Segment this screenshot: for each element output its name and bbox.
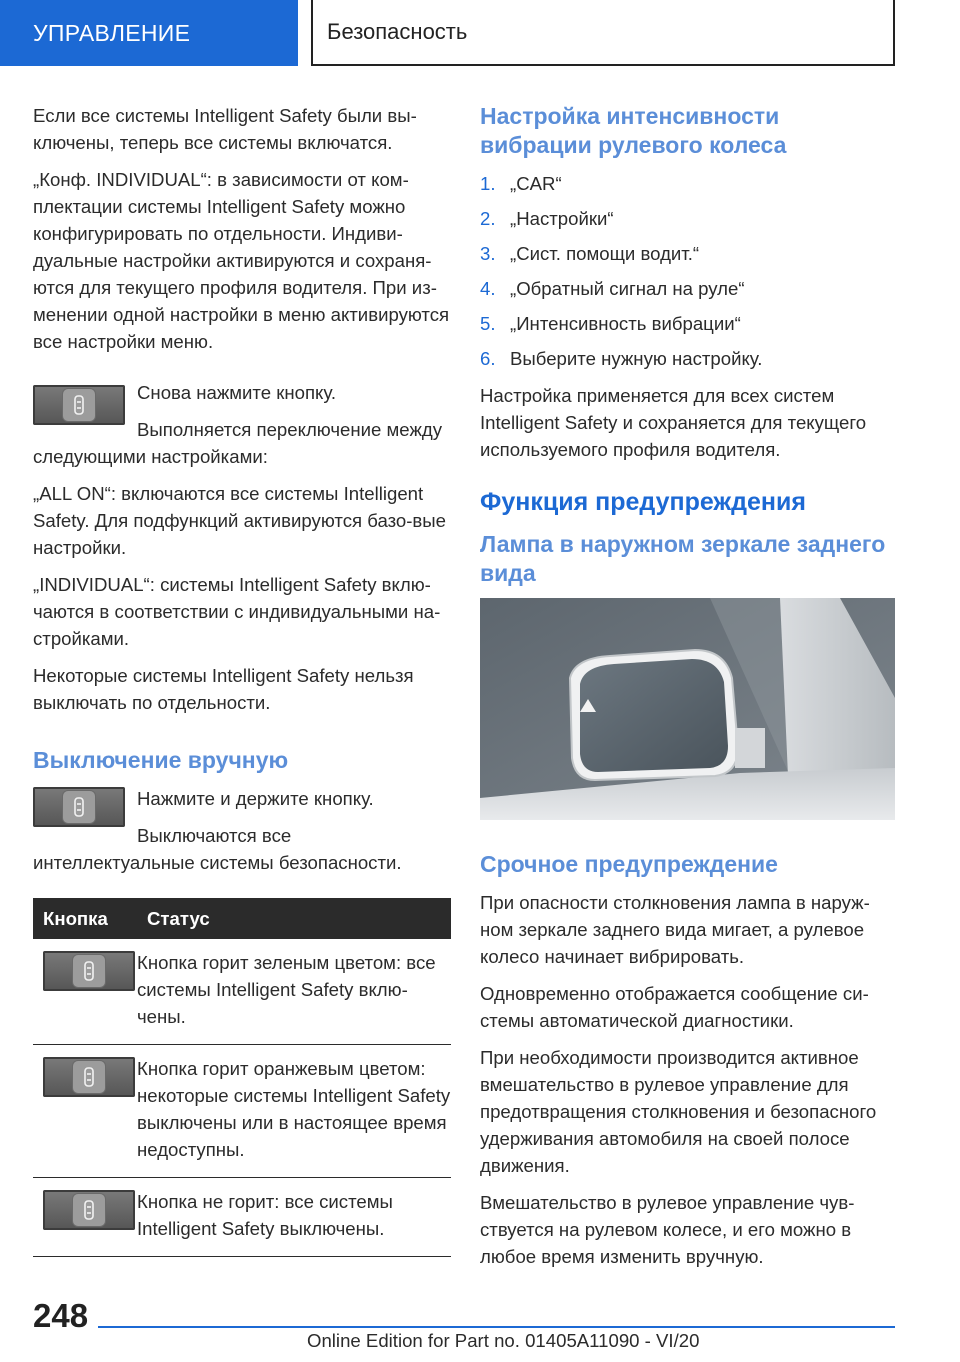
right-column — [480, 102, 895, 1280]
chapter-tab: УПРАВЛЕНИЕ — [0, 0, 298, 66]
safety-button-icon — [43, 951, 135, 991]
table-cell: Кнопка горит оранжевым цветом: некоторые системы Intelligent Safety выключены или в настоящее время недоступны. — [137, 1045, 451, 1178]
table-header-status: Статус — [137, 898, 451, 939]
paragraph: „INDIVIDUAL“: системы Intelligent Safety вклю-чаются в соответствии с индивидуальными на-стройками. — [33, 574, 441, 649]
heading-manual-off: Выключение вручную — [33, 747, 289, 773]
footer-edition: Online Edition for Part no. 01405A11090 - VI/20 — [307, 1330, 700, 1351]
safety-button-icon — [33, 787, 125, 827]
table-cell: Кнопка не горит: все системы Intelligent Safety выключены. — [137, 1178, 451, 1257]
heading-warning-function: Функция предупреждения — [480, 488, 806, 516]
list-item: 3. „Сист. помощи водит.“ — [480, 243, 700, 264]
safety-button-icon — [33, 385, 125, 425]
paragraph: Выполняется переключение между следующими настройками: — [33, 419, 443, 467]
table-row — [33, 939, 451, 1045]
list-item: 1. „CAR“ — [480, 173, 562, 194]
paragraph: Вмешательство в рулевое управление чув-ствуется на рулевом колесе, и его можно в любое время изменить вручную. — [480, 1192, 855, 1267]
section-title: Безопасность — [311, 0, 895, 66]
steps-list — [480, 170, 895, 372]
instruction-text: Нажмите и держите кнопку. — [137, 788, 374, 809]
list-item: 4. „Обратный сигнал на руле“ — [480, 278, 745, 299]
table-row — [33, 1178, 451, 1257]
safety-button-icon — [43, 1057, 135, 1097]
footer-divider — [98, 1326, 895, 1328]
page-number: 248 — [33, 1297, 89, 1334]
left-column — [33, 102, 451, 1257]
paragraph: Некоторые системы Intelligent Safety нельзя выключать по отдельности. — [33, 665, 414, 713]
list-item: 5. „Интенсивность вибрации“ — [480, 313, 741, 334]
instruction-text: Снова нажмите кнопку. — [137, 382, 337, 403]
list-item: 6. Выберите нужную настройку. — [480, 348, 763, 369]
mirror-photo — [480, 598, 895, 820]
paragraph: При опасности столкновения лампа в наруж-ном зеркале заднего вида мигает, а рулевое колесо начинает вибрировать. — [480, 892, 870, 967]
table-header-button: Кнопка — [33, 898, 137, 939]
paragraph: Выключаются все интеллектуальные системы безопасности. — [33, 825, 402, 873]
list-item: 2. „Настройки“ — [480, 208, 614, 229]
paragraph: Одновременно отображается сообщение си-стемы автоматической диагностики. — [480, 983, 869, 1031]
heading-urgent-warning: Срочное предупреждение — [480, 851, 778, 877]
paragraph: При необходимости производится активное вмешательство в рулевое управление для предотвращения столкновения и безопасного удерживания автомобиля на своей полосе движения. — [480, 1047, 877, 1176]
button-instruction — [33, 379, 451, 470]
paragraph: „Конф. INDIVIDUAL“: в зависимости от ком-плектации системы Intelligent Safety можно конфигурировать по отдельности. Индиви-дуальные настройки активируются и сохраня-ются для текущего профиля водителя. При из-менении одной настройки в меню активируются все настройки меню. — [33, 169, 450, 352]
paragraph: Настройка применяется для всех систем Intelligent Safety и сохраняется для текущего используемого профиля водителя. — [480, 385, 867, 460]
heading-vibration: Настройка интенсивности вибрации рулевого колеса — [480, 103, 787, 158]
paragraph: Если все системы Intelligent Safety были вы-ключены, теперь все системы включатся. — [33, 105, 417, 153]
table-row — [33, 1045, 451, 1178]
table-cell: Кнопка горит зеленым цветом: все системы Intelligent Safety вклю-чены. — [137, 939, 451, 1045]
paragraph: „ALL ON“: включаются все системы Intelligent Safety. Для подфункций активируются базо-вые настройки. — [33, 483, 447, 558]
status-table — [33, 898, 451, 1257]
safety-button-icon — [43, 1190, 135, 1230]
heading-mirror-lamp: Лампа в наружном зеркале заднего вида — [480, 531, 886, 586]
button-instruction — [33, 785, 451, 876]
